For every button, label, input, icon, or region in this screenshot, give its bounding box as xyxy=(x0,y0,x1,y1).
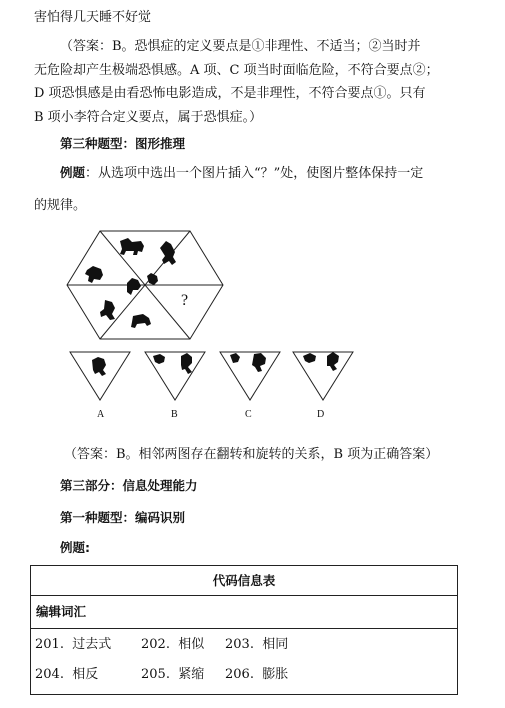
animal-silhouette-top xyxy=(120,238,144,255)
table-title: 代码信息表 xyxy=(31,566,457,596)
option-triangle-a xyxy=(68,350,132,402)
answer-line-4: B 项小李符合定义要点，属于恐惧症。） xyxy=(34,110,263,125)
code-206: 206. xyxy=(225,667,254,682)
animal-silhouette-top-right xyxy=(160,241,176,265)
word-204: 相反 xyxy=(72,667,99,682)
table-category: 编辑词汇 xyxy=(36,604,87,619)
code-201: 201. xyxy=(35,637,64,652)
option-label-c: C xyxy=(245,409,252,420)
word-201: 过去式 xyxy=(72,637,112,652)
option-triangle-d xyxy=(291,350,355,402)
example-line-2: 的规律。 xyxy=(34,198,87,213)
animal-silhouette-bottom xyxy=(131,314,151,328)
table-row xyxy=(35,635,111,655)
table-row xyxy=(141,665,204,685)
hexagon-figure xyxy=(65,228,225,343)
table-row xyxy=(141,635,204,655)
answer-line-1: （答案：B。恐惧症的定义要点是①非理性、不适当；②当时并 xyxy=(60,39,421,54)
answer-line-3: D 项恐惧感是由看恐怖电影造成，不是非理性，不符合要点①。只有 xyxy=(34,86,426,101)
example-text: ：从选项中选出一个图片插入“？”处，使图片整体保持一定 xyxy=(85,166,424,181)
code-203: 203. xyxy=(225,637,254,652)
code-info-table xyxy=(30,565,458,695)
option-triangle-c xyxy=(218,350,282,402)
word-203: 相同 xyxy=(262,637,289,652)
code-202: 202. xyxy=(141,637,170,652)
section-heading-graphic-reasoning: 第三种题型：图形推理 xyxy=(60,136,186,151)
animal-silhouette-center-right xyxy=(147,273,158,285)
animal-silhouette-left xyxy=(85,266,103,283)
answer-2: （答案：B。相邻两图存在翻转和旋转的关系，B 项为正确答案） xyxy=(64,447,439,462)
option-label-d: D xyxy=(317,409,325,420)
code-205: 205. xyxy=(141,667,170,682)
text-line-1: 害怕得几天睡不好觉 xyxy=(34,10,152,25)
word-202: 相似 xyxy=(178,637,205,652)
word-205: 紧缩 xyxy=(178,667,205,682)
table-row xyxy=(225,635,288,655)
option-triangle-b xyxy=(143,350,207,402)
table-row xyxy=(35,665,98,685)
option-label-b: B xyxy=(171,409,178,420)
table-row xyxy=(225,665,288,685)
part3-example-label: 例题: xyxy=(60,540,90,555)
animal-silhouette-bottom-left xyxy=(100,300,115,320)
part3-heading: 第三部分：信息处理能力 xyxy=(60,478,198,493)
option-label-a: A xyxy=(97,409,105,420)
example-label: 例题 xyxy=(60,165,86,180)
answer-line-2: 无危险却产生极端恐惧感。A 项、C 项当时面临危险，不符合要点②； xyxy=(34,63,439,78)
code-204: 204. xyxy=(35,667,64,682)
word-206: 膨胀 xyxy=(262,667,289,682)
part3-subheading: 第一种题型：编码识别 xyxy=(60,510,186,525)
question-mark: ? xyxy=(181,292,189,309)
example-line-1 xyxy=(60,163,423,184)
